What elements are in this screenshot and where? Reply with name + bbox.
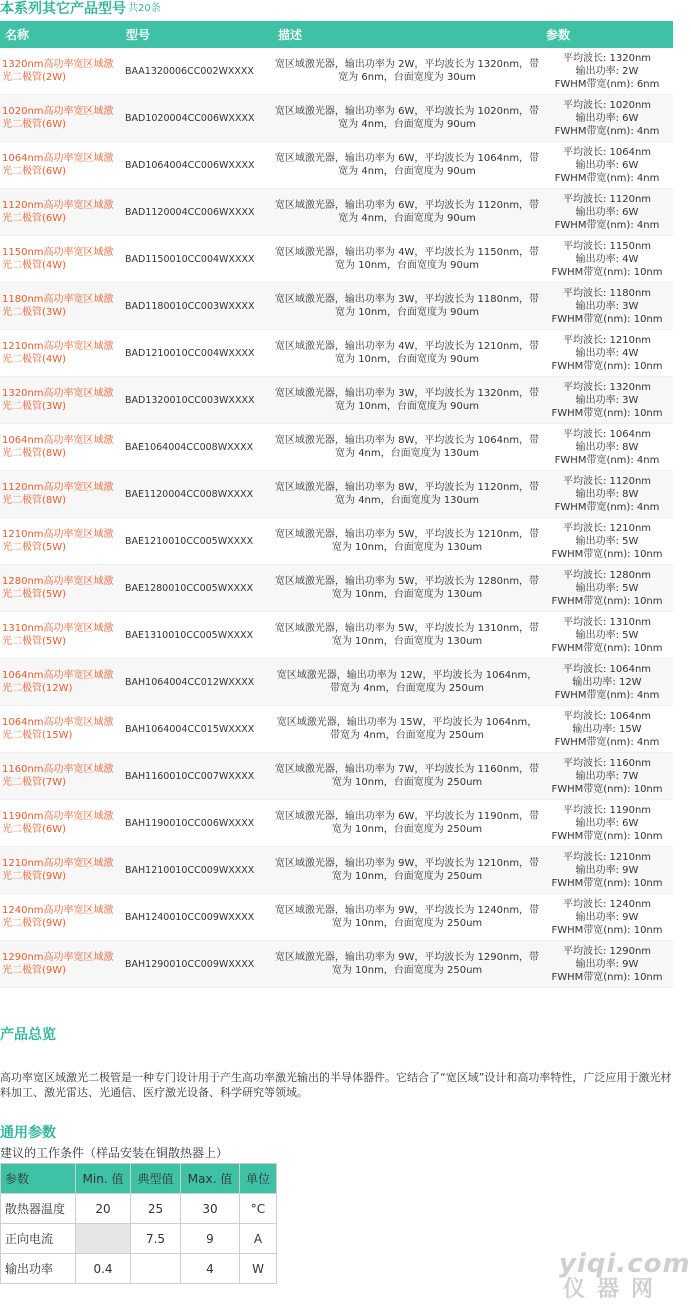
param-power: 输出功率: 9W [575, 911, 639, 923]
product-description: 宽区域激光器，输出功率为 5W，平均波长为 1280nm，带宽为 10nm，台面宽度为 130um [273, 565, 541, 612]
spec-cell: 7.5 [131, 1224, 181, 1254]
product-params [541, 753, 673, 800]
param-fwhm: FWHM带宽(nm): 10nm [551, 924, 663, 936]
spec-cell [131, 1254, 181, 1284]
product-name-link[interactable]: 1150nm高功率宽区域激光二极管(4W) [0, 236, 121, 283]
product-params [541, 847, 673, 894]
product-name-link[interactable]: 1120nm高功率宽区域激光二极管(6W) [0, 189, 121, 236]
table-row [0, 95, 673, 142]
param-wavelength: 平均波长: 1064nm [562, 663, 652, 675]
product-description: 宽区域激光器，输出功率为 9W，平均波长为 1240nm，带宽为 10nm，台面宽度为 250um [273, 894, 541, 941]
param-wavelength: 平均波长: 1064nm [562, 146, 652, 158]
spec-row [1, 1194, 277, 1224]
product-table-header [0, 21, 673, 48]
spec-col-header: 参数 [1, 1164, 76, 1194]
product-description: 宽区域激光器，输出功率为 6W，平均波长为 1064nm，带宽为 4nm，台面宽度为 90um [273, 142, 541, 189]
param-power: 输出功率: 7W [575, 770, 639, 782]
table-row [0, 471, 673, 518]
product-params [541, 48, 673, 95]
product-model: BAE1120004CC008WXXXX [121, 471, 273, 518]
product-model: BAH1240010CC009WXXXX [121, 894, 273, 941]
product-model: BAD1320010CC003WXXXX [121, 377, 273, 424]
param-power: 输出功率: 5W [575, 582, 639, 594]
product-model: BAH1160010CC007WXXXX [121, 753, 273, 800]
table-row [0, 706, 673, 753]
table-row [0, 894, 673, 941]
product-model: BAE1210010CC005WXXXX [121, 518, 273, 565]
series-count: 共20条 [128, 3, 161, 14]
param-wavelength: 平均波长: 1160nm [562, 757, 652, 769]
table-row [0, 565, 673, 612]
param-power: 输出功率: 9W [575, 958, 639, 970]
table-row [0, 424, 673, 471]
param-wavelength: 平均波长: 1120nm [562, 193, 652, 205]
product-params [541, 706, 673, 753]
product-params [541, 189, 673, 236]
table-row [0, 941, 673, 988]
product-params [541, 471, 673, 518]
param-power: 输出功率: 2W [575, 65, 639, 77]
spec-cell: °C [240, 1194, 277, 1224]
param-wavelength: 平均波长: 1120nm [562, 475, 652, 487]
product-name-link[interactable]: 1320nm高功率宽区域激光二极管(3W) [0, 377, 121, 424]
param-wavelength: 平均波长: 1150nm [562, 240, 652, 252]
product-name-link[interactable]: 1064nm高功率宽区域激光二极管(6W) [0, 142, 121, 189]
param-fwhm: FWHM带宽(nm): 10nm [551, 642, 663, 654]
param-fwhm: FWHM带宽(nm): 6nm [554, 78, 660, 90]
param-fwhm: FWHM带宽(nm): 10nm [551, 830, 663, 842]
table-row [0, 48, 673, 95]
product-name-link[interactable]: 1160nm高功率宽区域激光二极管(7W) [0, 753, 121, 800]
product-model: BAD1020004CC006WXXXX [121, 95, 273, 142]
watermark-line1: yiqi.com [559, 1249, 691, 1279]
table-row [0, 377, 673, 424]
param-fwhm: FWHM带宽(nm): 4nm [554, 172, 660, 184]
product-name-link[interactable]: 1020nm高功率宽区域激光二极管(6W) [0, 95, 121, 142]
spec-row [1, 1224, 277, 1254]
param-fwhm: FWHM带宽(nm): 4nm [554, 736, 660, 748]
product-params [541, 142, 673, 189]
param-wavelength: 平均波长: 1280nm [562, 569, 652, 581]
param-power: 输出功率: 15W [572, 723, 642, 735]
param-power: 输出功率: 8W [575, 441, 639, 453]
table-row [0, 518, 673, 565]
table-row [0, 189, 673, 236]
product-model: BAH1064004CC015WXXXX [121, 706, 273, 753]
spec-cell: 0.4 [76, 1254, 131, 1284]
param-fwhm: FWHM带宽(nm): 10nm [551, 877, 663, 889]
product-params [541, 283, 673, 330]
product-description: 宽区域激光器，输出功率为 8W，平均波长为 1120nm，带宽为 4nm，台面宽度为 130um [273, 471, 541, 518]
product-description: 宽区域激光器，输出功率为 6W，平均波长为 1190nm，带宽为 10nm，台面宽度为 250um [273, 800, 541, 847]
param-fwhm: FWHM带宽(nm): 4nm [554, 501, 660, 513]
product-model: BAD1064004CC006WXXXX [121, 142, 273, 189]
spec-param-label: 正向电流 [1, 1224, 76, 1254]
product-model: BAH1190010CC006WXXXX [121, 800, 273, 847]
product-params [541, 941, 673, 988]
product-model: BAA1320006CC002WXXXX [121, 48, 273, 95]
spec-table [0, 1163, 277, 1284]
col-header-name: 名称 [0, 21, 121, 48]
product-name-link[interactable]: 1190nm高功率宽区域激光二极管(6W) [0, 800, 121, 847]
product-params [541, 565, 673, 612]
product-params [541, 424, 673, 471]
param-wavelength: 平均波长: 1180nm [562, 287, 652, 299]
spec-col-header: 典型值 [131, 1164, 181, 1194]
product-name-link[interactable]: 1120nm高功率宽区域激光二极管(8W) [0, 471, 121, 518]
table-row [0, 847, 673, 894]
product-description: 宽区域激光器，输出功率为 3W，平均波长为 1320nm，带宽为 10nm，台面宽度为 90um [273, 377, 541, 424]
product-name-link[interactable]: 1310nm高功率宽区域激光二极管(5W) [0, 612, 121, 659]
spec-row [1, 1254, 277, 1284]
watermark-line2: 仪器网 [562, 1277, 665, 1302]
param-fwhm: FWHM带宽(nm): 10nm [551, 313, 663, 325]
product-params [541, 800, 673, 847]
product-params [541, 612, 673, 659]
product-name-link[interactable]: 1180nm高功率宽区域激光二极管(3W) [0, 283, 121, 330]
table-row [0, 142, 673, 189]
param-fwhm: FWHM带宽(nm): 10nm [551, 783, 663, 795]
spec-col-header: Min. 值 [76, 1164, 131, 1194]
product-params [541, 894, 673, 941]
product-description: 宽区域激光器，输出功率为 6W，平均波长为 1120nm，带宽为 4nm，台面宽度为 90um [273, 189, 541, 236]
spec-cell: 4 [181, 1254, 240, 1284]
param-power: 输出功率: 3W [575, 300, 639, 312]
spec-table-header [1, 1164, 277, 1194]
product-params [541, 236, 673, 283]
param-wavelength: 平均波长: 1210nm [562, 334, 652, 346]
param-fwhm: FWHM带宽(nm): 4nm [554, 219, 660, 231]
col-header-model: 型号 [121, 21, 273, 48]
param-wavelength: 平均波长: 1190nm [562, 804, 652, 816]
param-power: 输出功率: 5W [575, 629, 639, 641]
param-wavelength: 平均波长: 1320nm [562, 381, 652, 393]
spec-col-header: 单位 [240, 1164, 277, 1194]
param-power: 输出功率: 6W [575, 206, 639, 218]
param-fwhm: FWHM带宽(nm): 10nm [551, 548, 663, 560]
table-row [0, 753, 673, 800]
param-power: 输出功率: 12W [572, 676, 642, 688]
overview-title: 产品总览 [0, 1027, 56, 1043]
product-model: BAH1290010CC009WXXXX [121, 941, 273, 988]
param-wavelength: 平均波长: 1240nm [562, 898, 652, 910]
param-power: 输出功率: 5W [575, 535, 639, 547]
table-row [0, 612, 673, 659]
col-header-param: 参数 [541, 21, 673, 48]
param-fwhm: FWHM带宽(nm): 10nm [551, 360, 663, 372]
param-fwhm: FWHM带宽(nm): 4nm [554, 125, 660, 137]
param-fwhm: FWHM带宽(nm): 10nm [551, 595, 663, 607]
product-description: 宽区域激光器，输出功率为 4W，平均波长为 1210nm，带宽为 10nm，台面宽度为 90um [273, 330, 541, 377]
spec-cell [76, 1224, 131, 1254]
product-description: 宽区域激光器，输出功率为 15W，平均波长为 1064nm，带宽为 4nm，台面宽度为 250um [273, 706, 541, 753]
product-name-link[interactable]: 1064nm高功率宽区域激光二极管(12W) [0, 659, 121, 706]
product-description: 宽区域激光器，输出功率为 9W，平均波长为 1290nm，带宽为 10nm，台面宽度为 250um [273, 941, 541, 988]
spec-param-label: 输出功率 [1, 1254, 76, 1284]
product-params [541, 377, 673, 424]
product-params [541, 518, 673, 565]
col-header-desc: 描述 [273, 21, 541, 48]
param-wavelength: 平均波长: 1064nm [562, 710, 652, 722]
product-model: BAD1150010CC004WXXXX [121, 236, 273, 283]
param-power: 输出功率: 6W [575, 112, 639, 124]
product-description: 宽区域激光器，输出功率为 4W，平均波长为 1150nm，带宽为 10nm，台面宽度为 90um [273, 236, 541, 283]
product-model: BAE1064004CC008WXXXX [121, 424, 273, 471]
product-name-link[interactable]: 1290nm高功率宽区域激光二极管(9W) [0, 941, 121, 988]
product-model: BAE1310010CC005WXXXX [121, 612, 273, 659]
param-fwhm: FWHM带宽(nm): 10nm [551, 407, 663, 419]
param-wavelength: 平均波长: 1310nm [562, 616, 652, 628]
series-title-text: 本系列其它产品型号 [0, 1, 126, 17]
product-name-link[interactable]: 1280nm高功率宽区域激光二极管(5W) [0, 565, 121, 612]
param-power: 输出功率: 6W [575, 817, 639, 829]
product-model: BAD1210010CC004WXXXX [121, 330, 273, 377]
param-power: 输出功率: 4W [575, 253, 639, 265]
param-wavelength: 平均波长: 1320nm [562, 52, 652, 64]
param-power: 输出功率: 9W [575, 864, 639, 876]
product-description: 宽区域激光器，输出功率为 12W，平均波长为 1064nm，带宽为 4nm，台面宽度为 250um [273, 659, 541, 706]
table-row [0, 283, 673, 330]
product-name-link[interactable]: 1320nm高功率宽区域激光二极管(2W) [0, 48, 121, 95]
product-description: 宽区域激光器，输出功率为 5W，平均波长为 1210nm，带宽为 10nm，台面宽度为 130um [273, 518, 541, 565]
product-description: 宽区域激光器，输出功率为 3W，平均波长为 1180nm，带宽为 10nm，台面宽度为 90um [273, 283, 541, 330]
param-power: 输出功率: 6W [575, 159, 639, 171]
product-name-link[interactable]: 1210nm高功率宽区域激光二极管(9W) [0, 847, 121, 894]
product-params [541, 330, 673, 377]
product-description: 宽区域激光器，输出功率为 7W，平均波长为 1160nm，带宽为 10nm，台面宽度为 250um [273, 753, 541, 800]
product-model: BAD1120004CC006WXXXX [121, 189, 273, 236]
spec-cell: A [240, 1224, 277, 1254]
table-row [0, 330, 673, 377]
param-wavelength: 平均波长: 1210nm [562, 851, 652, 863]
overview-text: 高功率宽区域激光二极管是一种专门设计用于产生高功率激光输出的半导体器件。它结合了“宽区域”设计和高功率特性，广泛应用于激光材料加工、激光雷达、光通信、医疗激光设备、科学研究等领域。 [0, 1071, 672, 1099]
table-row [0, 800, 673, 847]
product-description: 宽区域激光器，输出功率为 9W，平均波长为 1210nm，带宽为 10nm，台面宽度为 250um [273, 847, 541, 894]
table-row [0, 659, 673, 706]
product-description: 宽区域激光器，输出功率为 6W，平均波长为 1020nm，带宽为 4nm，台面宽度为 90um [273, 95, 541, 142]
product-model: BAH1064004CC012WXXXX [121, 659, 273, 706]
spec-col-header: Max. 值 [181, 1164, 240, 1194]
product-description: 宽区域激光器，输出功率为 8W，平均波长为 1064nm，带宽为 4nm，台面宽度为 130um [273, 424, 541, 471]
spec-cell: 25 [131, 1194, 181, 1224]
param-power: 输出功率: 8W [575, 488, 639, 500]
product-name-link[interactable]: 1210nm高功率宽区域激光二极管(4W) [0, 330, 121, 377]
product-model: BAE1280010CC005WXXXX [121, 565, 273, 612]
general-params-title: 通用参数 [0, 1125, 56, 1141]
param-fwhm: FWHM带宽(nm): 10nm [551, 971, 663, 983]
working-condition-text: 建议的工作条件（样品安装在铜散热器上） [0, 1146, 229, 1160]
product-params [541, 95, 673, 142]
product-name-link[interactable]: 1064nm高功率宽区域激光二极管(8W) [0, 424, 121, 471]
product-name-link[interactable]: 1210nm高功率宽区域激光二极管(5W) [0, 518, 121, 565]
product-description: 宽区域激光器，输出功率为 2W，平均波长为 1320nm，带宽为 6nm，台面宽度为 30um [273, 48, 541, 95]
series-title [0, 0, 161, 20]
param-wavelength: 平均波长: 1290nm [562, 945, 652, 957]
param-fwhm: FWHM带宽(nm): 4nm [554, 689, 660, 701]
watermark-logo [559, 1249, 691, 1302]
spec-cell: 30 [181, 1194, 240, 1224]
product-table [0, 21, 673, 988]
param-fwhm: FWHM带宽(nm): 10nm [551, 266, 663, 278]
spec-cell: 9 [181, 1224, 240, 1254]
param-wavelength: 平均波长: 1064nm [562, 428, 652, 440]
product-description: 宽区域激光器，输出功率为 5W，平均波长为 1310nm，带宽为 10nm，台面宽度为 130um [273, 612, 541, 659]
param-fwhm: FWHM带宽(nm): 4nm [554, 454, 660, 466]
product-params [541, 659, 673, 706]
product-name-link[interactable]: 1064nm高功率宽区域激光二极管(15W) [0, 706, 121, 753]
param-wavelength: 平均波长: 1210nm [562, 522, 652, 534]
spec-cell: 20 [76, 1194, 131, 1224]
param-power: 输出功率: 4W [575, 347, 639, 359]
product-model: BAH1210010CC009WXXXX [121, 847, 273, 894]
spec-cell: W [240, 1254, 277, 1284]
table-row [0, 236, 673, 283]
param-wavelength: 平均波长: 1020nm [562, 99, 652, 111]
product-name-link[interactable]: 1240nm高功率宽区域激光二极管(9W) [0, 894, 121, 941]
product-model: BAD1180010CC003WXXXX [121, 283, 273, 330]
param-power: 输出功率: 3W [575, 394, 639, 406]
spec-param-label: 散热器温度 [1, 1194, 76, 1224]
